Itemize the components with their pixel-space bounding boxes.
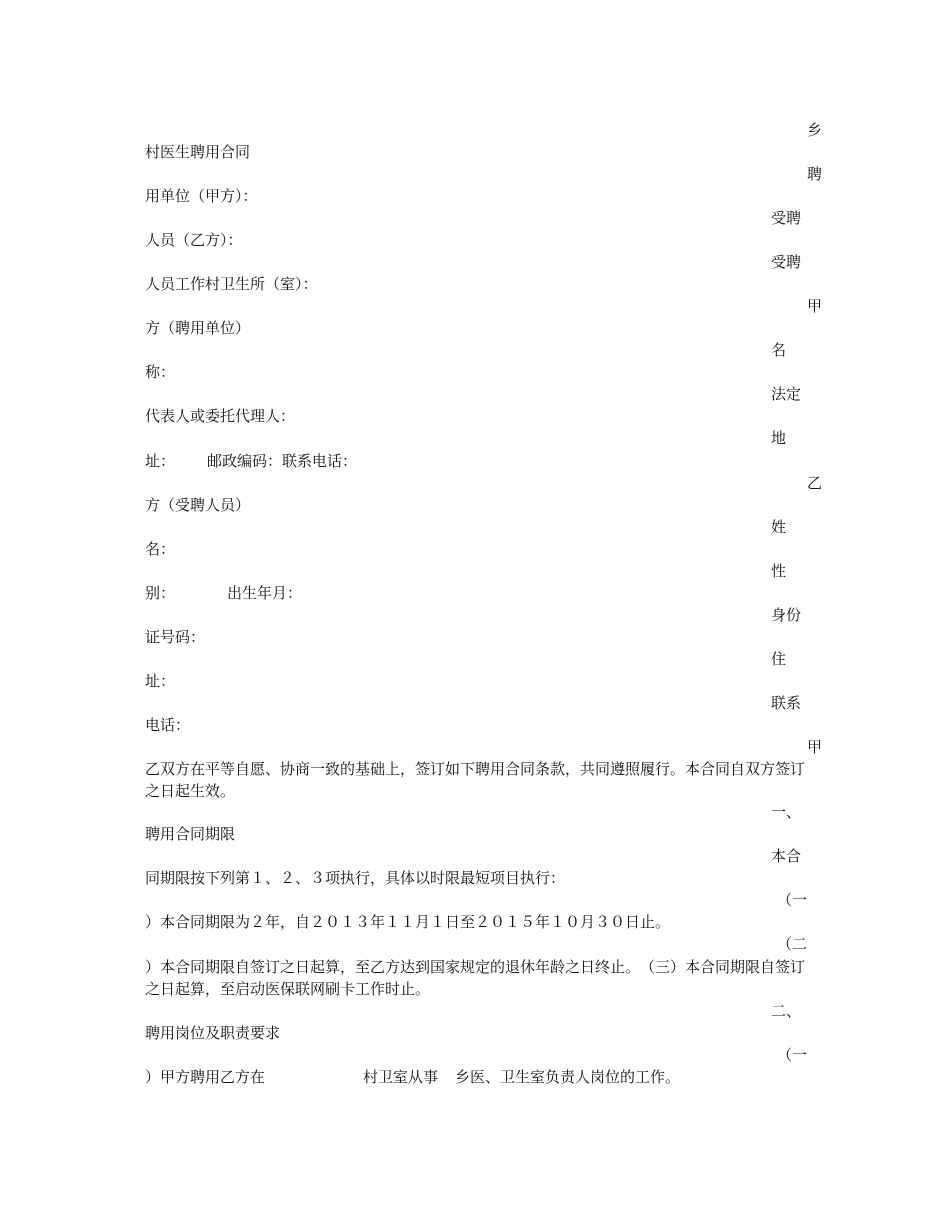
text-line: 方（聘用单位） [145, 319, 251, 337]
margin-word: 乙 [807, 474, 823, 492]
margin-word: 身份 [771, 606, 802, 624]
margin-word: 二、 [771, 1002, 802, 1020]
section-heading: 聘用合同期限 [145, 825, 236, 843]
section-heading: 聘用岗位及职责要求 [145, 1024, 281, 1042]
margin-word: 乡 [807, 121, 823, 139]
text-line: 代表人或委托代理人： [145, 407, 296, 425]
margin-word: 本合 [771, 847, 802, 865]
text-line: 电话： [145, 716, 191, 734]
margin-word: （一 [777, 1046, 808, 1064]
margin-word: 地 [771, 429, 787, 447]
margin-word: （一 [777, 891, 808, 909]
margin-word: 联系 [771, 694, 802, 712]
margin-word: 一、 [771, 803, 802, 821]
text-line: 称： [145, 363, 176, 381]
text-line: 址： [145, 452, 176, 470]
text-line: 证号码： [145, 628, 206, 646]
margin-word: （二 [777, 935, 808, 953]
margin-word: 住 [771, 650, 787, 668]
text-line: 方（受聘人员） [145, 496, 251, 514]
margin-word: 姓 [771, 518, 787, 536]
margin-word: 名 [771, 341, 787, 359]
text-line: 人员（乙方）： [145, 231, 243, 249]
text-line: ）本合同期限为２年，自２０１３年１１月１日至２０１５年１０月３０日止。 [145, 913, 671, 931]
margin-word: 甲 [807, 738, 823, 756]
margin-word: 受聘 [771, 209, 802, 227]
text-line: 用单位（甲方）： [145, 187, 258, 205]
document-title: 村医生聘用合同 [145, 143, 251, 161]
text-line: 村卫室从事 [363, 1068, 439, 1086]
text-line: 出生年月： [227, 584, 303, 602]
text-line: 名： [145, 540, 176, 558]
text-line: ）甲方聘用乙方在 [145, 1068, 266, 1086]
paragraph: 乙双方在平等自愿、协商一致的基础上，签订如下聘用合同条款，共同遵照履行。本合同自双方签订之日起生效。 [145, 760, 806, 800]
margin-word: 聘 [807, 165, 823, 183]
text-line: 人员工作村卫生所（室）： [145, 275, 318, 293]
text-line: 邮政编码：联系电话： [207, 452, 358, 470]
margin-word: 甲 [807, 297, 823, 315]
text-line: 别： [145, 584, 176, 602]
paragraph: ）本合同期限自签订之日起算，至乙方达到国家规定的退休年龄之日终止。 （三）本合同期限自签订之日起算，至启动医保联网刷卡工作时止。 [145, 958, 806, 998]
margin-word: 受聘 [771, 253, 802, 271]
text-line: 乡医、卫生室负责人岗位的工作。 [455, 1068, 681, 1086]
margin-word: 法定 [771, 385, 802, 403]
text-line: 址： [145, 672, 176, 690]
text-line: 同期限按下列第１、２、３项执行，具体以时限最短项目执行： [145, 869, 566, 887]
margin-word: 性 [771, 562, 787, 580]
